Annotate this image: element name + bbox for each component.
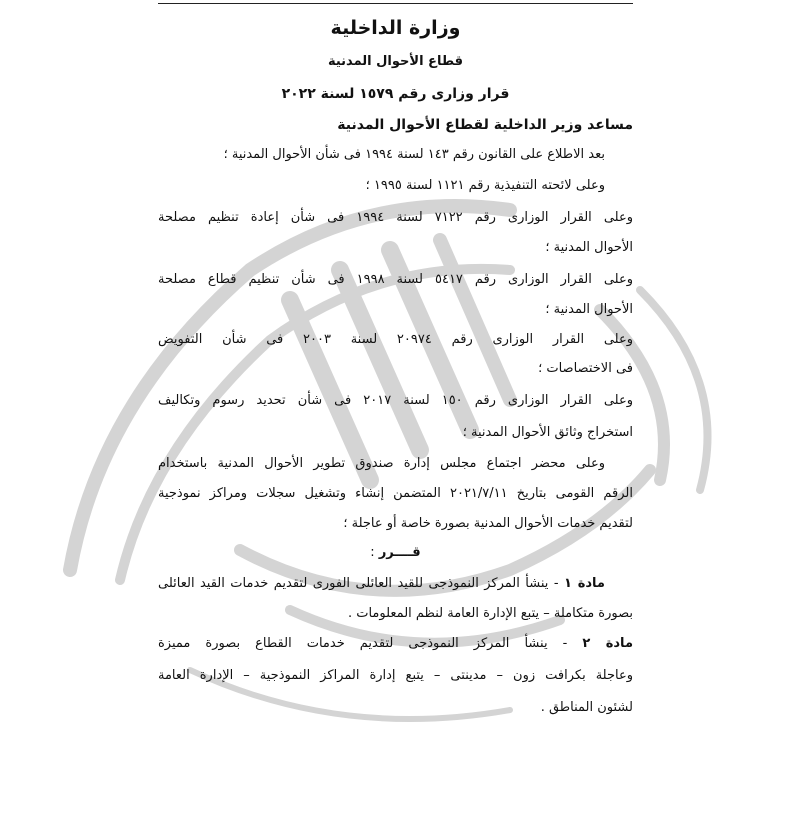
ministry-title: وزارة الداخلية	[330, 17, 461, 39]
article-label: مادة ٢	[582, 636, 633, 651]
preamble-line: وعلى القرار الوزارى رقم ٧١٢٢ لسنة ١٩٩٤ فى شأن إعادة تنظيم مصلحة	[158, 210, 633, 225]
article-line: بصورة متكاملة – يتبع الإدارة العامة لنظم المعلومات .	[347, 606, 633, 621]
preamble-line: الأحوال المدنية ؛	[545, 302, 633, 317]
decree-title: قرار وزارى رقم ١٥٧٩ لسنة ٢٠٢٢	[281, 86, 510, 102]
article-2-line	[158, 634, 633, 654]
preamble-line: وعلى محضر اجتماع مجلس إدارة صندوق تطوير الأحوال المدنية باستخدام	[158, 456, 605, 471]
article-line: لشئون المناطق .	[540, 700, 633, 715]
preamble-line: وعلى القرار الوزارى رقم ١٥٠ لسنة ٢٠١٧ فى شأن تحديد رسوم وتكاليف	[158, 393, 633, 408]
decides-colon: :	[370, 545, 375, 560]
preamble-line: الرقم القومى بتاريخ ٢٠٢١/٧/١١ المتضمن إنشاء وتشغيل سجلات ومراكز نموذجية	[158, 486, 633, 501]
article-1-line	[158, 574, 633, 594]
article-text: - ينشأ المركز النموذجى لتقديم خدمات القطاع بصورة مميزة	[158, 636, 568, 651]
preamble-line: لتقديم خدمات الأحوال المدنية بصورة خاصة أو عاجلة ؛	[343, 516, 633, 531]
issuer-title: مساعد وزير الداخلية لقطاع الأحوال المدنية	[337, 117, 633, 133]
preamble-line: الأحوال المدنية ؛	[545, 240, 633, 255]
article-line: وعاجلة بكرافت زون – مدينتى – يتبع إدارة المراكز النموذجية – الإدارة العامة	[158, 668, 633, 683]
preamble-line: وعلى القرار الوزارى رقم ٢٠٩٧٤ لسنة ٢٠٠٣ فى شأن التفويض	[158, 332, 633, 347]
preamble-line: وعلى لائحته التنفيذية رقم ١١٢١ لسنة ١٩٩٥ ؛	[365, 178, 605, 193]
article-label: مادة ١	[563, 576, 605, 591]
preamble-line: وعلى القرار الوزارى رقم ٥٤١٧ لسنة ١٩٩٨ فى شأن تنظيم قطاع مصلحة	[158, 272, 633, 287]
article-text: - ينشأ المركز النموذجى للقيد العائلى الفورى لتقديم خدمات القيد العائلى	[158, 576, 559, 591]
preamble-line: فى الاختصاصات ؛	[538, 361, 633, 376]
decides-word: قــــرر	[378, 545, 421, 560]
sector-title: قطاع الأحوال المدنية	[327, 54, 463, 69]
preamble-line: استخراج وثائق الأحوال المدنية ؛	[462, 425, 633, 440]
preamble-line: بعد الاطلاع على القانون رقم ١٤٣ لسنة ١٩٩٤ فى شأن الأحوال المدنية ؛	[223, 147, 605, 162]
document-page	[158, 0, 633, 834]
decides-heading	[158, 543, 633, 563]
